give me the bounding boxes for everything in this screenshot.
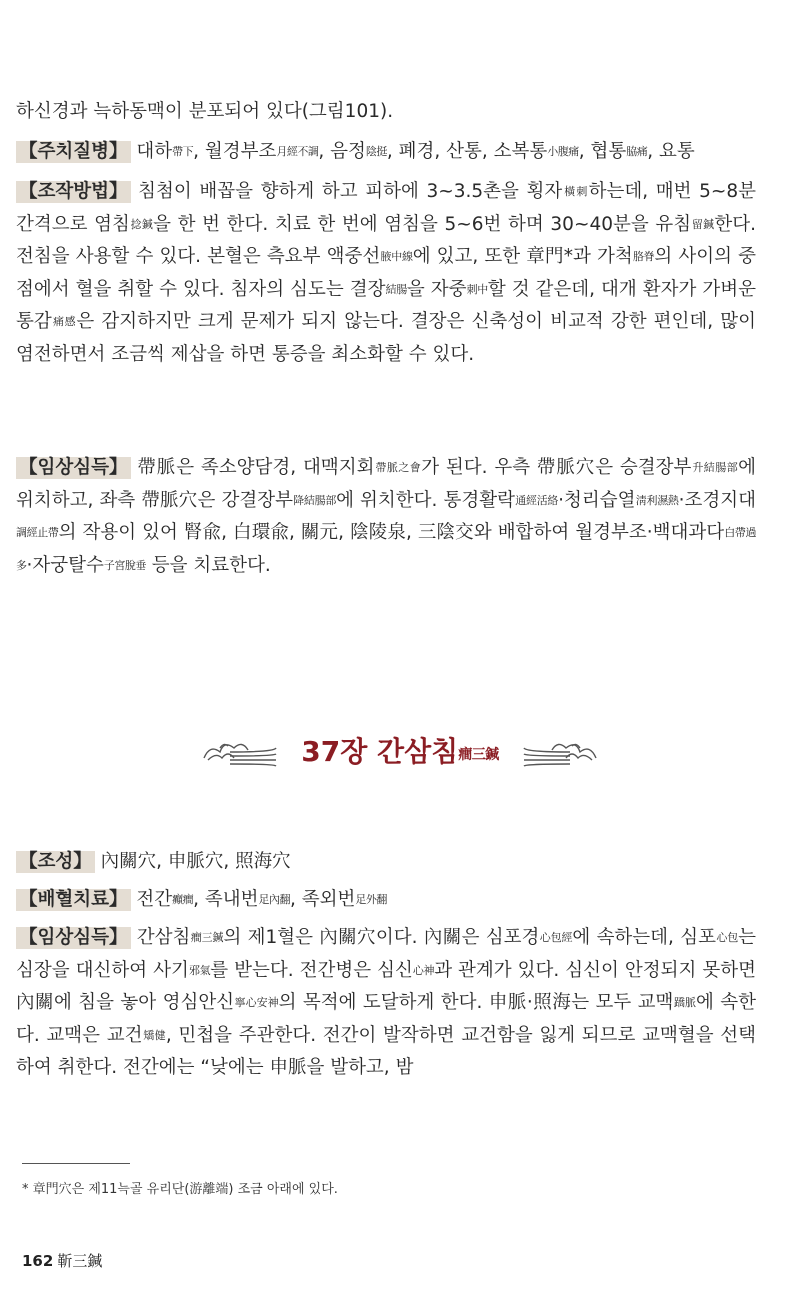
paragraph-clinical-notes-1: 【임상심득】 帶脈은 족소양담경, 대맥지회帶脈之會가 된다. 우측 帶脈穴은 승결장부升結腸部에 위치하고, 좌측 帶脈穴은 강결장부降結腸部에 위치한다. 통경활락通經活絡·청리습열淸利濕熱·조경지대調經止帶의 작용이 있어 腎兪, 白環兪, 關元, 陰陵泉, 三陰交와 배합하여 월경부조·백대과다白帶過多·자궁탈수子宮脫垂 등을 치료한다. — [16, 457, 757, 576]
label-clinical-notes-2: 【임상심득】 — [16, 927, 131, 949]
label-clinical-notes-1: 【임상심득】 — [16, 457, 131, 479]
chapter-title: 37장 간삼침癎三鍼 — [301, 735, 499, 768]
chapter-heading — [200, 720, 600, 780]
footnote-divider — [22, 1163, 130, 1164]
paragraph-operation-method: 【조작방법】 침첨이 배꼽을 향하게 하고 피하에 3~3.5촌을 횡자橫刺하는데, 매번 5~8분 간격으로 염침捻鍼을 한 번 한다. 치료 한 번에 염침을 5~6번 하며 30~40분을 유침留鍼한다. 전침을 사용할 수 있다. 본혈은 측요부 액중선腋中線에 있고, 또한 章門*과 가척胳脊의 사이의 중점에서 혈을 취할 수 있다. 침자의 심도는 결장結腸을 자중刺中할 것 같은데, 대개 환자가 가벼운 통감痛感은 감지하지만 크게 문제가 되지 않는다. 결장은 신축성이 비교적 강한 편인데, 많이 염전하면서 조금씩 제삽을 하면 통증을 최소화할 수 있다. — [16, 181, 757, 365]
label-composition: 【조성】 — [16, 851, 95, 873]
label-operation-method: 【조작방법】 — [16, 181, 131, 203]
text-line-0: 하신경과 늑하동맥이 분포되어 있다(그림101). — [16, 101, 394, 122]
label-main-indications: 【주치질병】 — [16, 141, 131, 163]
page-number-value: 162 — [22, 1252, 54, 1270]
paragraph-main-indications: 【주치질병】 대하帶下, 월경부조月經不調, 음정陰挺, 폐경, 산통, 소복통小腹痛, 협통脇痛, 요통 — [16, 136, 756, 169]
paragraph-clinical-notes-2: 【임상심득】 간삼침癎三鍼의 제1혈은 內關穴이다. 內關은 심포경心包經에 속하는데, 심포心包는 심장을 대신하여 사기邪氣를 받는다. 전간병은 심신心神과 관계가 있다. 심신이 안정되지 못하면 內關에 침을 놓아 영심안신寧心安神의 목적에 도달하게 한다. 申脈·照海는 모두 교맥蹻脈에 속한다. 교맥은 교건矯健, 민첩을 주관한다. 전간이 발작하면 교건함을 잃게 되므로 교맥혈을 선택하여 취한다. 전간에는 “낮에는 申脈을 발하고, 밤 — [16, 927, 757, 1078]
page-number — [22, 1250, 102, 1271]
paragraph-point-treatment: 【배혈치료】 전간癲癎, 족내번足內翻, 족외번足外翻 — [16, 884, 756, 917]
footnote: * 章門穴은 제11늑골 유리단(游離端) 조금 아래에 있다. — [22, 1182, 338, 1197]
cloud-ornament-right-icon — [522, 728, 600, 772]
paragraph-composition: 【조성】 內關穴, 申脈穴, 照海穴 — [16, 846, 756, 879]
label-point-treatment: 【배혈치료】 — [16, 889, 131, 911]
page-running-title: 靳三鍼 — [57, 1252, 103, 1270]
